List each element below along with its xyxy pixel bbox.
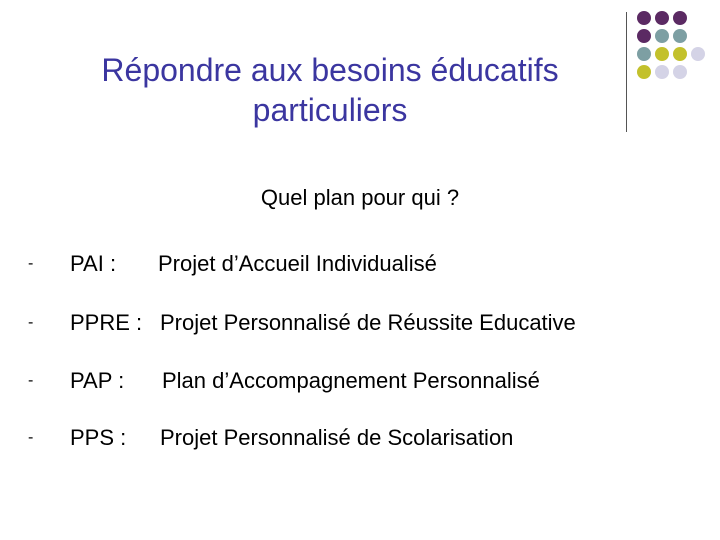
plan-code: PPS :: [70, 425, 127, 450]
title-line-2: particuliers: [252, 92, 408, 128]
plan-code: PPRE :: [70, 310, 143, 335]
bullet-dash: -: [28, 429, 34, 446]
plan-code: PAP :: [70, 368, 125, 393]
title-line-1: Répondre aux besoins éducatifs: [101, 52, 559, 88]
bullet-dash: -: [28, 314, 34, 331]
plan-description: Projet Personnalisé de Scolarisation: [160, 425, 514, 450]
plan-description: Plan d’Accompagnement Personnalisé: [162, 368, 540, 393]
plan-code: PAI :: [70, 251, 117, 276]
bullet-dash: -: [28, 255, 34, 272]
plan-description: Projet d’Accueil Individualisé: [158, 251, 437, 276]
bullet-dash: -: [28, 372, 34, 389]
plan-description: Projet Personnalisé de Réussite Educative: [160, 310, 576, 335]
slide-subtitle: Quel plan pour qui ?: [260, 185, 460, 210]
